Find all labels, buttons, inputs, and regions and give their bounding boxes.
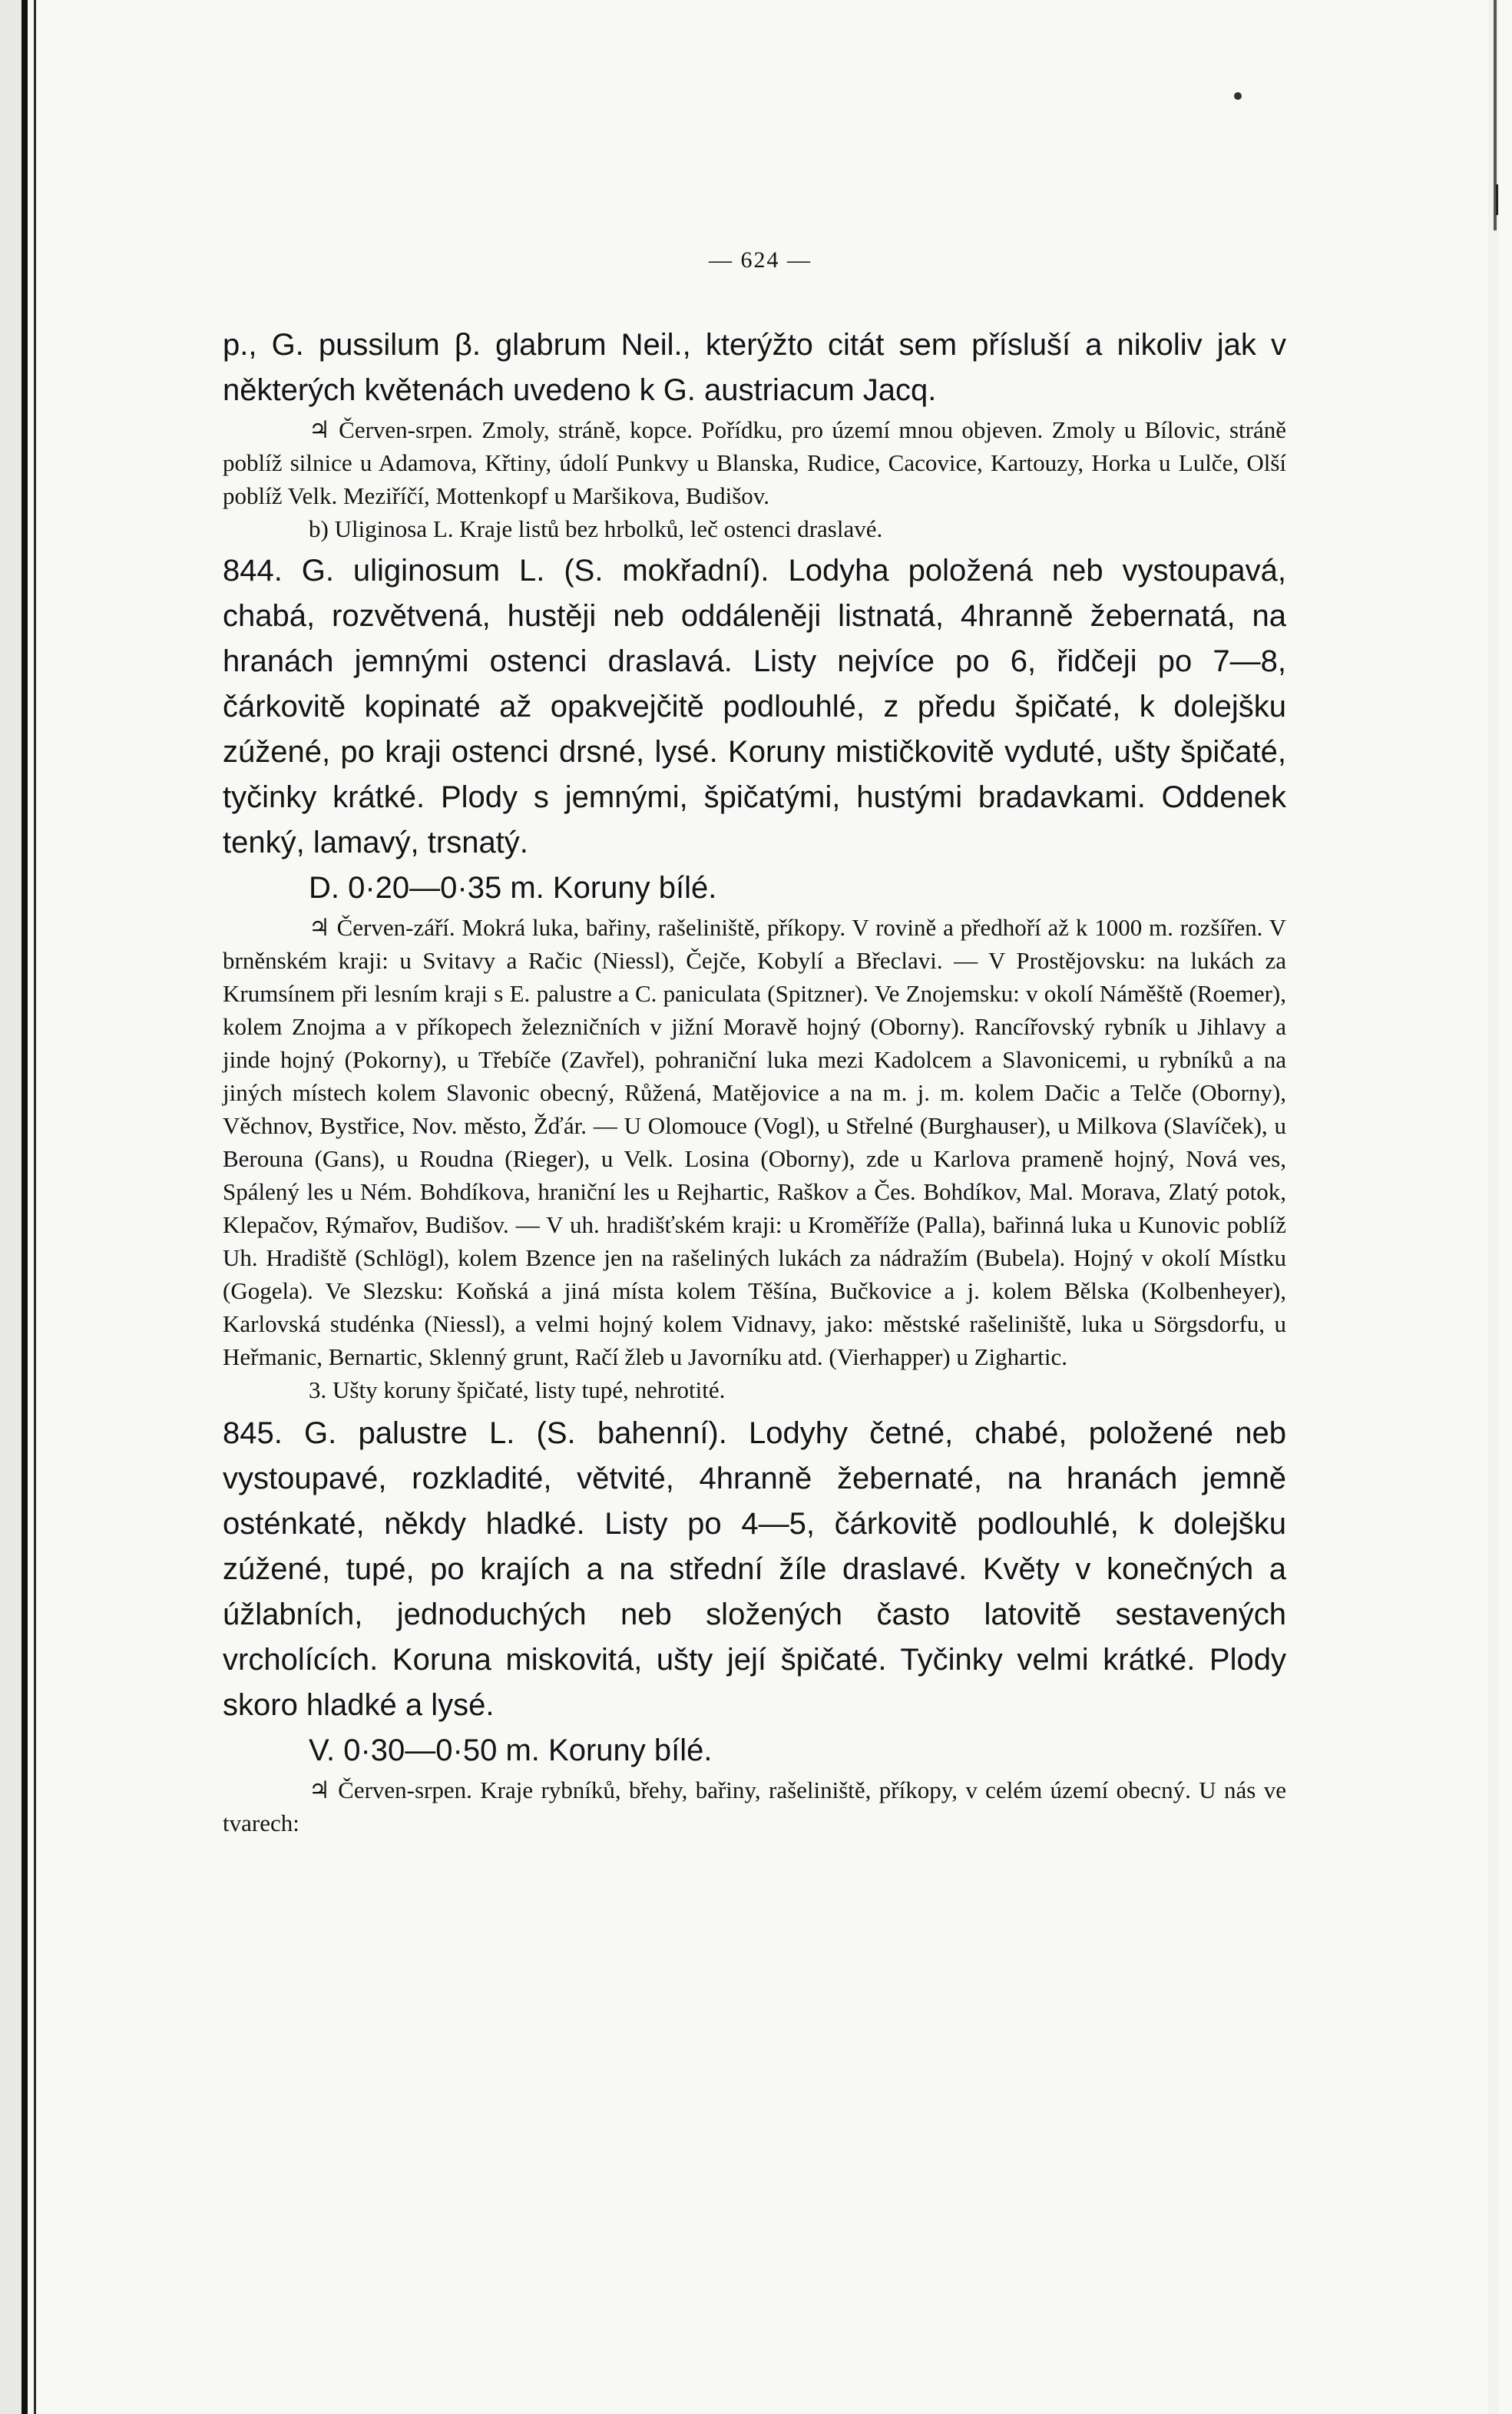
ink-spot (1234, 92, 1242, 100)
paragraph-species-845: 845. G. palustre L. (S. bahenní). Lodyhy četné, chabé, položené neb vystoupavé, rozkladité, větvité, 4hranně žebernaté, na hranách jemně osténkaté, někdy hladké. Listy po 4—5, čárkovitě podlouhlé, k dolejšku zúžené, tupé, po krajích a na střední žíle draslavé. Květy v konečných a úžlabních, jednoduchých neb složených často latovitě sestavených vrcholících. Koruna miskovitá, ušty její špičaté. Tyčinky velmi krátké. Plody skoro hladké a lysé. (223, 1416, 1286, 1722)
paragraph-distribution-844: ♃ Červen-září. Mokrá luka, bařiny, rašeliniště, příkopy. V rovině a předhoří až k 1000 m. rozšířen. V brněnském kraji: u Svitavy a Račic (Niessl), Čejče, Kobylí a Břeclavi. — V Prostějovsku: na lukách za Krumsínem při lesním kraji s E. palustre a C. paniculata (Spitzner). Ve Znojemsku: v okolí Náměště (Roemer), kolem Znojma a v příkopech železničních v jižní Moravě hojný (Oborny). Rancířovský rybník u Jihlavy a jinde hojný (Pokorny), u Třebíče (Zavřel), pohraniční luka mezi Kadolcem a Slavonicemi, u rybníků a na jiných místech kolem Slavonic obecný, Růžená, Matějovice a na m. j. m. kolem Dačic a Telče (Oborny), Věchnov, Bystřice, Nov. město, Žďár. — U Olomouce (Vogl), u Střelné (Burghauser), u Milkova (Slavíček), u Berouna (Gans), u Roudna (Rieger), u Velk. Losina (Oborny), zde u Karlova prameně hojný, Nová ves, Spálený les u Ném. Bohdíkova, hraniční les u Rejhartic, Raškov a Čes. Bohdíkov, Mal. Morava, Zlatý potok, Klepačov, Rýmařov, Budišov. — V uh. hradišťském kraji: u Kroměříže (Palla), bařinná luka u Kunovic poblíž Uh. Hradiště (Schlögl), kolem Bzence jen na rašeliných lukách za nádražím (Bubela). Hojný v okolí Místku (Gogela). Ve Slezsku: Koňská a jiná místa kolem Těšína, Bučkovice a j. kolem Bělska (Kolbenheyer), Karlovská studénka (Niessl), a velmi hojný kolem Vidnavy, jako: městské rašeliniště, luka u Sörgsdorfu, u Heřmanic, Bernartic, Sklenný grunt, Račí žleb u Javorníku atd. (Vierhapper) u Zighartic. (223, 914, 1286, 1370)
body-text (223, 323, 1286, 1839)
paragraph-distribution-845: ♃ Červen-srpen. Kraje rybníků, břehy, bařiny, rašeliniště, příkopy, v celém území obecný. U nás ve tvarech: (223, 1777, 1286, 1836)
page-number: — 624 — (709, 247, 812, 273)
page-right-edge (1488, 0, 1499, 2414)
binding-edge (22, 0, 28, 2414)
page-right-edge-mark (1496, 184, 1498, 215)
paragraph-group-3: 3. Ušty koruny špičaté, listy tupé, nehrotité. (309, 1376, 726, 1403)
paragraph-subgroup-b: b) Uliginosa L. Kraje listů bez hrbolků, leč ostenci draslavé. (309, 515, 883, 542)
paragraph-continuation: p., G. pussilum β. glabrum Neil., kterýžto citát sem přísluší a nikoliv jak v některých květenách uvedeno k G. austriacum Jacq. (223, 328, 1286, 407)
paragraph-size-844: D. 0·20—0·35 m. Koruny bílé. (309, 871, 717, 905)
binding-spine (0, 0, 22, 2414)
paragraph-distribution-1: ♃ Červen-srpen. Zmoly, stráně, kopce. Pořídku, pro území mnou objeven. Zmoly u Bílovic, stráně poblíž silnice u Adamova, Křtiny, údolí Punkvy u Blanska, Rudice, Cacovice, Kartouzy, Horka u Lulče, Olší poblíž Velk. Meziříčí, Mottenkopf u Maršikova, Budišov. (223, 416, 1286, 509)
binding-edge-line (34, 0, 36, 2414)
paragraph-size-845: V. 0·30—0·50 m. Koruny bílé. (309, 1734, 713, 1767)
paragraph-species-844: 844. G. uliginosum L. (S. mokřadní). Lodyha položená neb vystoupavá, chabá, rozvětvená, hustěji neb oddáleněji listnatá, 4hranně žebernatá, na hranách jemnými ostenci draslavá. Listy nejvíce po 6, řidčeji po 7—8, čárkovitě kopinaté až opakvejčitě podlouhlé, z předu špičaté, k dolejšku zúžené, po kraji ostenci drsné, lysé. Koruny mističkovitě vyduté, ušty špičaté, tyčinky krátké. Plody s jemnými, špičatými, hustými bradavkami. Oddenek tenký, lamavý, trsnatý. (223, 554, 1286, 859)
